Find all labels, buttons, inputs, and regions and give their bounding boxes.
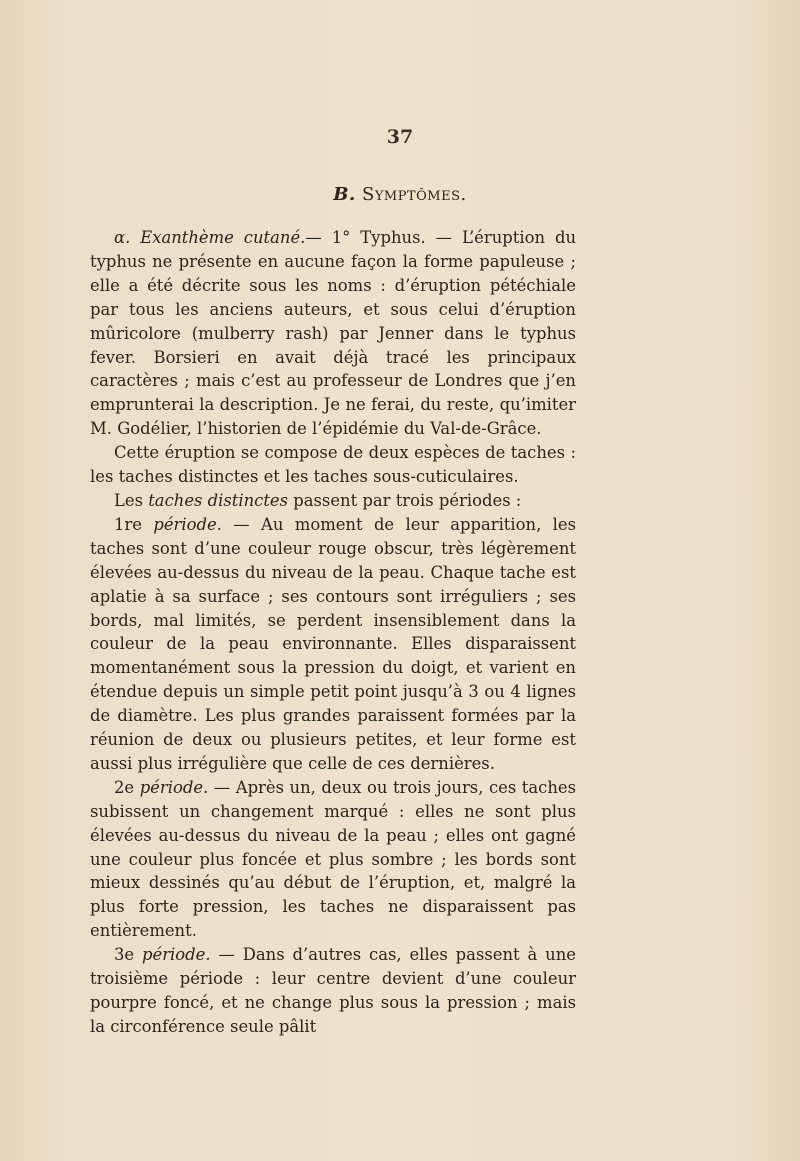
paragraph-6 bbox=[90, 943, 576, 1039]
paragraph-5-lead-plain: 2e bbox=[114, 777, 140, 797]
paragraph-3-text: passent par trois périodes : bbox=[288, 490, 522, 510]
paragraph-3 bbox=[90, 489, 576, 513]
paragraph-5-text: — Après un, deux ou trois jours, ces taches subissent un changement marqué : elles ne sont plus élevées au-dessus du niveau de la peau ; elles ont gagné une couleur plus foncée et plus sombre ; les bords sont mieux dessinés qu’au début de l’éruption, et, malgré la plus forte pression, les taches ne disparaissent pas entièrement. bbox=[90, 777, 576, 941]
paragraph-1 bbox=[90, 226, 576, 441]
section-heading bbox=[0, 184, 800, 205]
paragraph-2 bbox=[90, 441, 576, 489]
paragraph-2-text: Cette éruption se compose de deux espèces de taches : les taches distinctes et les taches sous-cuticulaires. bbox=[90, 443, 576, 487]
paragraph-6-lead: période. bbox=[142, 945, 211, 965]
paragraph-6-lead-plain: 3e bbox=[114, 945, 143, 965]
paragraph-5-lead: période. bbox=[139, 777, 209, 797]
section-title: Symptômes. bbox=[361, 184, 467, 205]
body-text bbox=[90, 226, 576, 1039]
page-number: 37 bbox=[386, 126, 414, 148]
paragraph-3-lead-plain: Les bbox=[114, 490, 149, 510]
paragraph-6-text: — Dans d’autres cas, elles passent à une troisième période : leur centre devient d’une couleur pourpre foncé, et ne change plus sous la pression ; mais la circonférence seule pâlit bbox=[90, 945, 576, 1036]
paragraph-1-lead: α. Exanthème cutané. bbox=[114, 228, 306, 247]
paragraph-5 bbox=[90, 776, 576, 943]
paragraph-4-lead-plain: 1re bbox=[114, 514, 154, 534]
paragraph-3-lead: taches distinctes bbox=[148, 490, 289, 510]
section-letter: B. bbox=[333, 184, 356, 205]
paragraph-4 bbox=[90, 513, 576, 776]
paragraph-4-text: — Au moment de leur apparition, les taches sont d’une couleur rouge obscur, très légèrement élevées au-dessus du niveau de la peau. Chaque tache est aplatie à sa surface ; ses contours sont irréguliers ; ses bords, mal limités, se perdent insensiblement dans la couleur de la peau environnante. Elles disparaissent momentanément sous la pression du doigt, et varient en étendue depuis un simple petit point jusqu’à 3 ou 4 lignes de diamètre. Les plus grandes paraissent formées par la réunion de deux ou plusieurs petites, et leur forme est aussi plus irrégulière que celle de ces dernières. bbox=[90, 514, 576, 773]
paragraph-1-text: — 1° Typhus. — L’éruption du typhus ne présente en aucune façon la forme papuleuse ; elle a été décrite sous les noms : d’éruption pétéchiale par tous les anciens auteurs, et sous celui d’éruption mûricolore (mulberry rash) par Jenner dans le typhus fever. Borsieri en avait déjà tracé les principaux caractères ; mais c’est au professeur de Londres que j’en emprunterai la description. Je ne ferai, du reste, qu’imiter M. Godélier, l’historien de l’épidémie du Val-de-Grâce. bbox=[90, 228, 577, 439]
paragraph-4-lead: période. bbox=[153, 514, 222, 534]
